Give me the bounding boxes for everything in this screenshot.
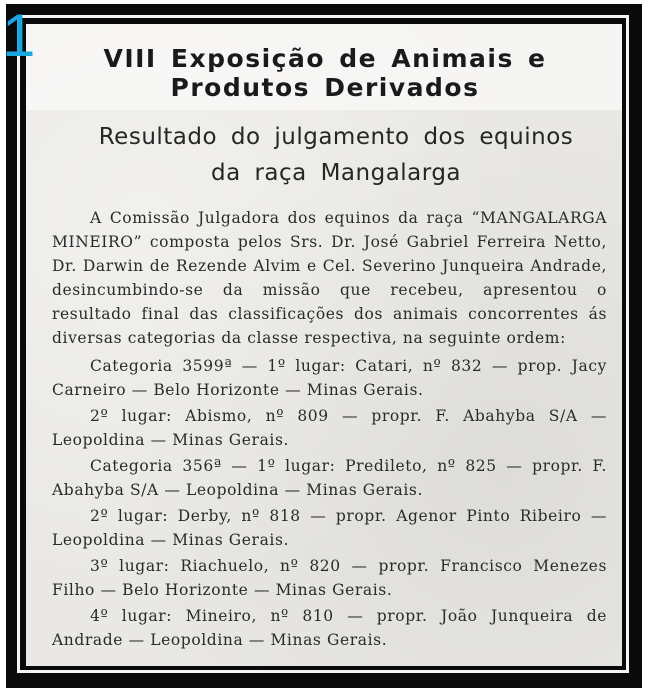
article-subtitle-line-2: da raça Mangalarga bbox=[210, 160, 462, 186]
article-title bbox=[40, 44, 610, 102]
article-title-line-1: VIII Exposição de Animais e bbox=[103, 44, 547, 73]
article-intro-paragraph: A Comissão Julgadora dos equinos da raça “MANGALARGA MINEIRO” composta pelos Srs. Dr. José Gabriel Ferreira Netto, Dr. Darwin de Rezende Alvim e Cel. Severino Junqueira Andrade, desincumbindo-se da missão que recebeu, apresentou o resultado final das classificações dos animais concorrentes ás diversas categorias da classe respectiva, na seguinte ordem: bbox=[52, 209, 607, 347]
result-entry: 4º lugar: Mineiro, nº 810 — propr. João Junqueira de Andrade — Leopoldina — Minas Gerais. bbox=[52, 607, 607, 649]
result-entry: 2º lugar: Abismo, nº 809 — propr. F. Abahyba S/A — Leopoldina — Minas Gerais. bbox=[52, 407, 607, 449]
article-body bbox=[52, 206, 607, 654]
page-number: 1 bbox=[2, 2, 34, 69]
article-title-line-2: Produtos Derivados bbox=[170, 73, 480, 102]
article-subtitle bbox=[56, 119, 616, 191]
result-entry: 3º lugar: Riachuelo, nº 820 — propr. Francisco Menezes Filho — Belo Horizonte — Minas Gerais. bbox=[52, 557, 607, 599]
result-entry: Categoria 356ª — 1º lugar: Predileto, nº 825 — propr. F. Abahyba S/A — Leopoldina — Minas Gerais. bbox=[52, 457, 607, 499]
result-entry: Categoria 3599ª — 1º lugar: Catari, nº 832 — prop. Jacy Carneiro — Belo Horizonte — Minas Gerais. bbox=[52, 357, 607, 399]
result-entry: 2º lugar: Derby, nº 818 — propr. Agenor Pinto Ribeiro — Leopoldina — Minas Gerais. bbox=[52, 507, 607, 549]
article-subtitle-line-1: Resultado do julgamento dos equinos bbox=[98, 124, 574, 150]
